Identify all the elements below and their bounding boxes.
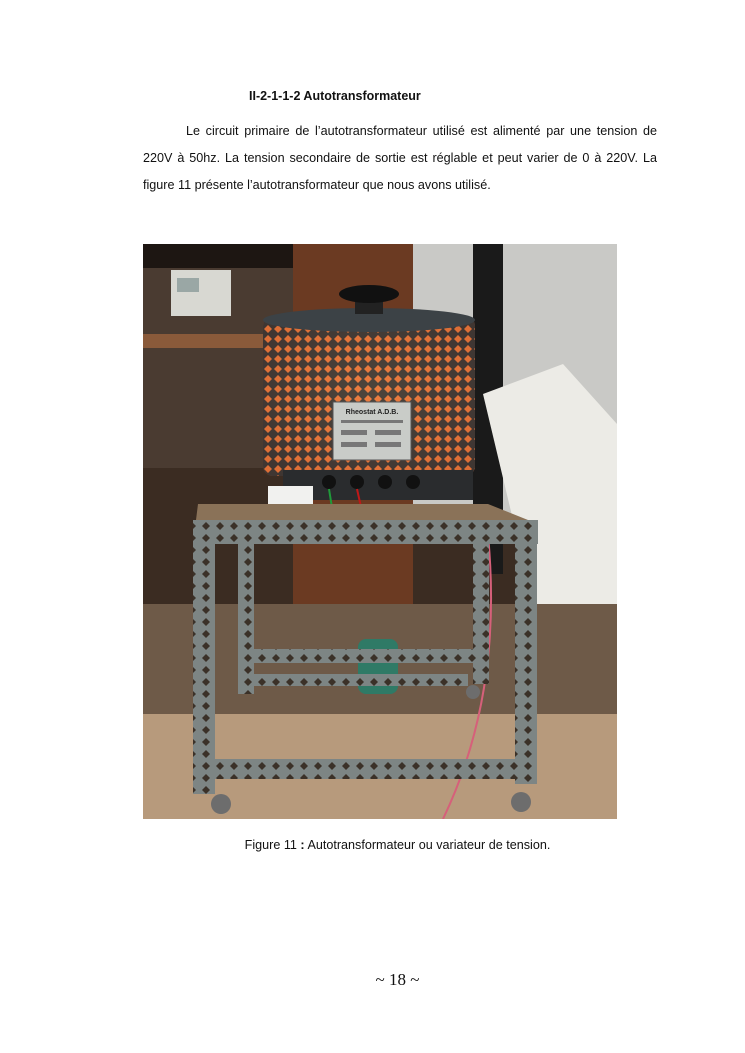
- figure-photo: [143, 244, 617, 819]
- caption-separator: :: [300, 838, 305, 852]
- caption-text: Autotransformateur ou variateur de tension.: [307, 838, 551, 852]
- nameplate-brand: Rheostat A.D.B.: [345, 409, 399, 416]
- body-paragraph: Le circuit primaire de l’autotransformateur utilisé est alimenté par une tension de 220V à 50hz. La tension secondaire de sortie est réglable et peut varier de 0 à 220V. La figure 11 présente l’autotransformateur que nous avons utilisé.: [143, 124, 657, 192]
- section-heading: II-2-1-1-2 Autotransformateur: [249, 89, 421, 103]
- figure-caption: [0, 838, 745, 852]
- page-number: ~ 18 ~: [375, 970, 420, 989]
- caption-label: Figure 11: [244, 838, 297, 852]
